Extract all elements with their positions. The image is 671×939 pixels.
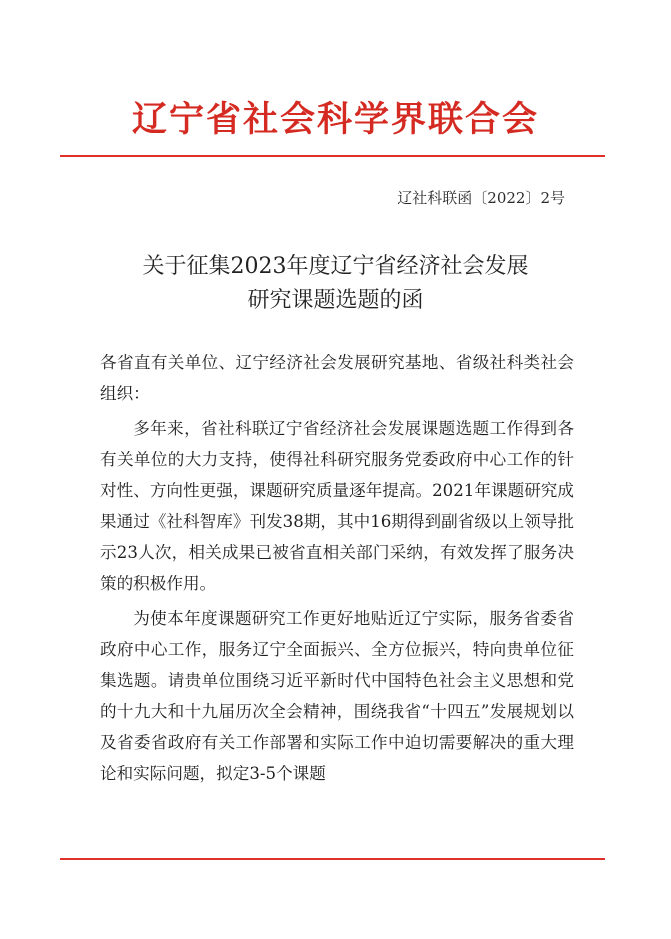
document-number: 辽社科联函〔2022〕2号 — [397, 189, 565, 207]
paragraph-1: 多年来，省社科联辽宁省经济社会发展课题选题工作得到各有关单位的大力支持，使得社科研究服务党委政府中心工作的针对性、方向性更强，课题研究质量逐年提高。2021年课题研究成果通过《社科智库》刊发38期，其中16期得到副省级以上领导批示23人次，相关成果已被省直相关部门采纳，有效发挥了服务决策的积极作用。 — [100, 419, 574, 593]
letterhead-org-name: 辽宁省社会科学界联合会 — [131, 99, 539, 140]
footer-red-rule — [60, 858, 605, 860]
letterhead-red-rule — [60, 155, 605, 157]
paragraph-2: 为使本年度课题研究工作更好地贴近辽宁实际，服务省委省政府中心工作，服务辽宁全面振兴、全方位振兴，特向贵单位征集选题。请贵单位围绕习近平新时代中国特色社会主义思想和党的十九大和十九届历次全会精神，围绕我省“十四五”发展规划以及省委省政府有关工作部署和实际工作中迫切需要解决的重大理论和实际问题，拟定3-5个课题 — [100, 609, 574, 783]
document-title — [0, 250, 671, 318]
document-body — [100, 347, 574, 789]
addressee: 各省直有关单位、辽宁经济社会发展研究基地、省级社科类社会组织： — [100, 353, 574, 403]
title-line-1: 关于征集2023年度辽宁省经济社会发展 — [142, 254, 529, 279]
title-line-2: 研究课题选题的函 — [247, 288, 424, 313]
